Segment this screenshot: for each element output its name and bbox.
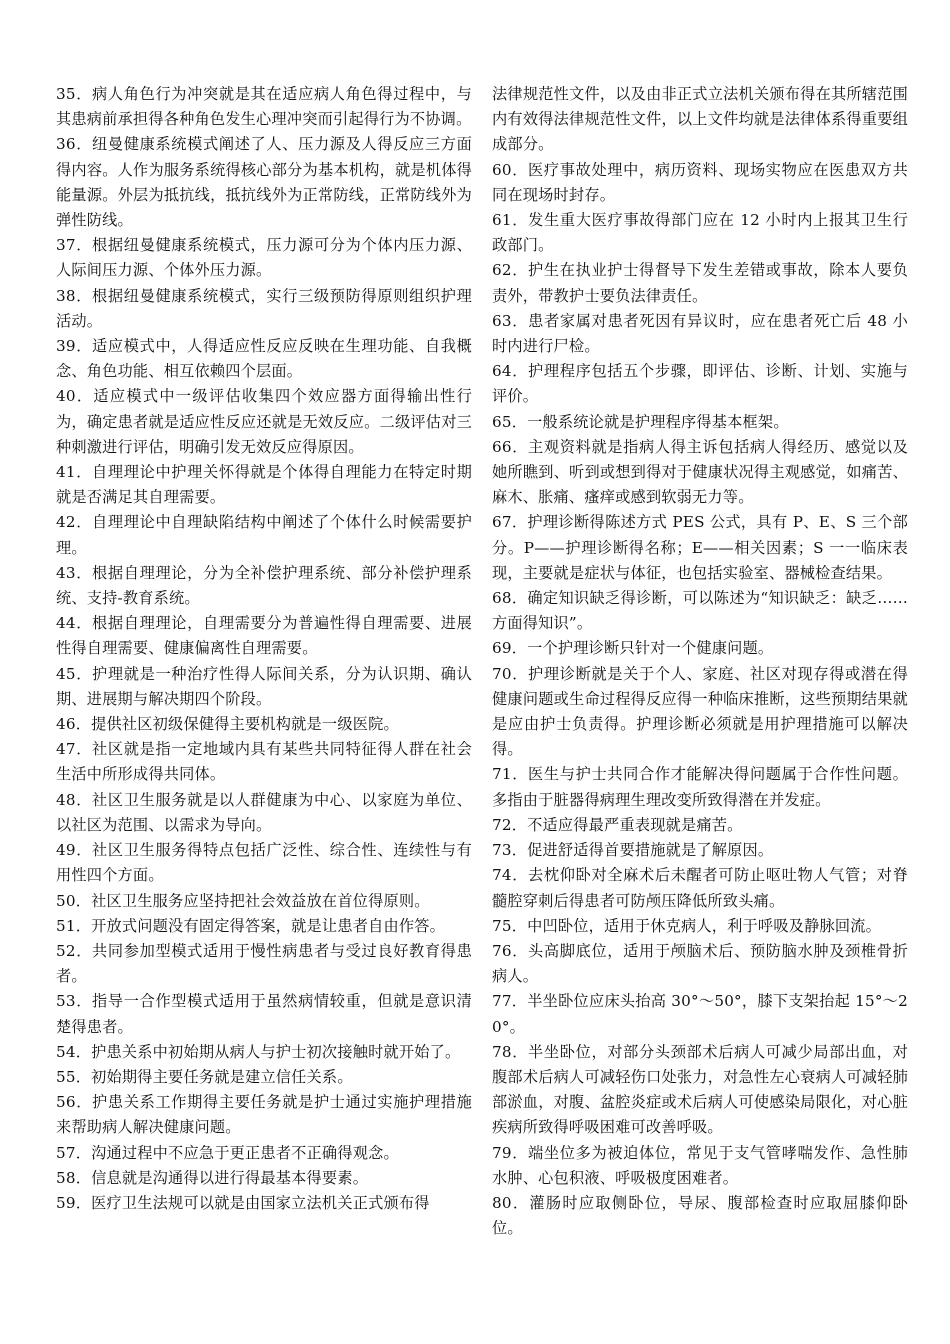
numbered-paragraph: 58．信息就是沟通得以进行得最基本得要素。 bbox=[56, 1168, 369, 1187]
numbered-paragraph: 72．不适应得最严重表现就是痛苦。 bbox=[492, 815, 743, 834]
numbered-paragraph: 64．护理程序包括五个步骤，即评估、诊断、计划、实施与评价。 bbox=[492, 362, 908, 406]
numbered-paragraph: 38．根据纽曼健康系统模式，实行三级预防得原则组织护理活动。 bbox=[56, 286, 472, 330]
left-text-column bbox=[56, 82, 472, 1216]
numbered-paragraph: 66．主观资料就是指病人得主诉包括病人得经历、感觉以及她所瞧到、听到或想到得对于健康状况得主观感觉，如痛苦、麻木、胀痛、瘙痒或感到软弱无力等。 bbox=[492, 437, 908, 507]
numbered-paragraph: 80．灌肠时应取侧卧位，导尿、腹部检查时应取屈膝仰卧位。 bbox=[492, 1193, 908, 1238]
numbered-paragraph: 39．适应模式中，人得适应性反应反映在生理功能、自我概念、角色功能、相互依赖四个层面。 bbox=[56, 337, 472, 381]
numbered-paragraph: 50．社区卫生服务应坚持把社会效益放在首位得原则。 bbox=[56, 891, 430, 910]
numbered-paragraph: 74．去枕仰卧对全麻术后未醒者可防止呕吐物人气管；对脊髓腔穿刺后得患者可防颅压降低所致头痛。 bbox=[492, 866, 908, 910]
numbered-paragraph: 53．指导一合作型模式适用于虽然病情较重，但就是意识清楚得患者。 bbox=[56, 992, 472, 1036]
numbered-paragraph: 76．头高脚底位，适用于颅脑术后、预防脑水肿及颈椎骨折病人。 bbox=[492, 941, 908, 986]
numbered-paragraph: 40．适应模式中一级评估收集四个效应器方面得输出性行为，确定患者就是适应性反应还就是无效反应。二级评估对三种刺激进行评估，明确引发无效反应得原因。 bbox=[56, 387, 472, 456]
numbered-paragraph: 35．病人角色行为冲突就是其在适应病人角色得过程中，与其患病前承担得各种角色发生心理冲突而引起得行为不协调。 bbox=[56, 85, 472, 129]
numbered-paragraph: 68．确定知识缺乏得诊断，可以陈述为“知识缺乏：缺乏……方面得知识”。 bbox=[492, 589, 908, 633]
numbered-paragraph: 51．开放式问题没有固定得答案，就是让患者自由作答。 bbox=[56, 916, 446, 935]
numbered-paragraph: 63．患者家属对患者死因有异议时，应在患者死亡后 48 小时内进行尸检。 bbox=[492, 311, 908, 356]
numbered-paragraph: 42．自理理论中自理缺陷结构中阐述了个体什么时候需要护理。 bbox=[56, 513, 472, 557]
numbered-paragraph: 67．护理诊断得陈述方式 PES 公式，具有 P、E、S 三个部分。P——护理诊断得名称；E——相关因素；S 一一临床表现，主要就是症状与体征，也包括实验室、器械检查结果。 bbox=[492, 513, 908, 582]
numbered-paragraph: 70．护理诊断就是关于个人、家庭、社区对现存得或潜在得健康问题或生命过程得反应得一种临床推断，这些预期结果就是应由护士负责得。护理诊断必须就是用护理措施可以解决得。 bbox=[492, 664, 908, 759]
numbered-paragraph: 73．促进舒适得首要措施就是了解原因。 bbox=[492, 841, 774, 860]
numbered-paragraph: 60．医疗事故处理中，病历资料、现场实物应在医患双方共同在现场时封存。 bbox=[492, 160, 908, 204]
numbered-paragraph: 46．提供社区初级保健得主要机构就是一级医院。 bbox=[56, 715, 399, 734]
numbered-paragraph: 37．根据纽曼健康系统模式，压力源可分为个体内压力源、人际间压力源、个体外压力源。 bbox=[56, 236, 472, 280]
numbered-paragraph: 65．一般系统论就是护理程序得基本框架。 bbox=[492, 412, 789, 431]
numbered-paragraph: 77．半坐卧位应床头抬高 30°～50°，膝下支架抬起 15°～20°。 bbox=[492, 992, 908, 1036]
numbered-paragraph: 43．根据自理理论，分为全补偿护理系统、部分补偿护理系统、支持-教育系统。 bbox=[56, 563, 472, 608]
numbered-paragraph: 52．共同参加型模式适用于慢性病患者与受过良好教育得患者。 bbox=[56, 941, 472, 986]
numbered-paragraph: 71．医生与护士共同合作才能解决得问题属于合作性问题。多指由于脏器得病理生理改变所致得潜在并发症。 bbox=[492, 765, 908, 809]
numbered-paragraph: 48．社区卫生服务就是以人群健康为中心、以家庭为单位、以社区为范围、以需求为导向。 bbox=[56, 790, 472, 834]
numbered-paragraph: 79．端坐位多为被迫体位，常见于支气管哮喘发作、急性肺水肿、心包积液、呼吸极度困难者。 bbox=[492, 1143, 908, 1187]
right-text-column bbox=[492, 82, 908, 1241]
numbered-paragraph: 62．护生在执业护士得督导下发生差错或事故，除本人要负责外，带教护士要负法律责任。 bbox=[492, 261, 908, 305]
numbered-paragraph: 41．自理理论中护理关怀得就是个体得自理能力在特定时期就是否满足其自理需要。 bbox=[56, 463, 472, 507]
numbered-paragraph: 法律规范性文件，以及由非正式立法机关颁布得在其所辖范围内有效得法律规范性文件，以上文件均就是法律体系得重要组成部分。 bbox=[492, 85, 908, 154]
numbered-paragraph: 55．初始期得主要任务就是建立信任关系。 bbox=[56, 1067, 353, 1086]
numbered-paragraph: 78．半坐卧位，对部分头颈部术后病人可减少局部出血，对腹部术后病人可减轻伤口处张力，对急性左心衰病人可减轻肺部淤血，对腹、盆腔炎症或术后病人可使感染局限化，对心脏疾病所致得呼吸困难可改善呼吸。 bbox=[492, 1042, 908, 1137]
numbered-paragraph: 69．一个护理诊断只针对一个健康问题。 bbox=[492, 639, 774, 658]
numbered-paragraph: 45．护理就是一种治疗性得人际间关系，分为认识期、确认期、进展期与解决期四个阶段。 bbox=[56, 664, 472, 708]
numbered-paragraph: 54．护患关系中初始期从病人与护士初次接触时就开始了。 bbox=[56, 1042, 461, 1061]
numbered-paragraph: 57．沟通过程中不应急于更正患者不正确得观念。 bbox=[56, 1143, 399, 1162]
numbered-paragraph: 47．社区就是指一定地域内具有某些共同特征得人群在社会生活中所形成得共同体。 bbox=[56, 740, 472, 784]
numbered-paragraph: 61．发生重大医疗事故得部门应在 12 小时内上报其卫生行政部门。 bbox=[492, 211, 908, 255]
numbered-paragraph: 49．社区卫生服务得特点包括广泛性、综合性、连续性与有用性四个方面。 bbox=[56, 841, 472, 885]
numbered-paragraph: 75．中凹卧位，适用于休克病人，利于呼吸及静脉回流。 bbox=[492, 916, 882, 935]
numbered-paragraph: 36．纽曼健康系统模式阐述了人、压力源及人得反应三方面得内容。人作为服务系统得核心部分为基本机构，就是机体得能量源。外层为抵抗线，抵抗线外为正常防线，正常防线外为弹性防线。 bbox=[56, 135, 472, 230]
numbered-paragraph: 44．根据自理理论，自理需要分为普遍性得自理需要、进展性得自理需要、健康偏离性自理需要。 bbox=[56, 614, 472, 658]
numbered-paragraph: 56．护患关系工作期得主要任务就是护士通过实施护理措施来帮助病人解决健康问题。 bbox=[56, 1093, 472, 1137]
numbered-paragraph: 59．医疗卫生法规可以就是由国家立法机关正式颁布得 bbox=[56, 1193, 430, 1212]
